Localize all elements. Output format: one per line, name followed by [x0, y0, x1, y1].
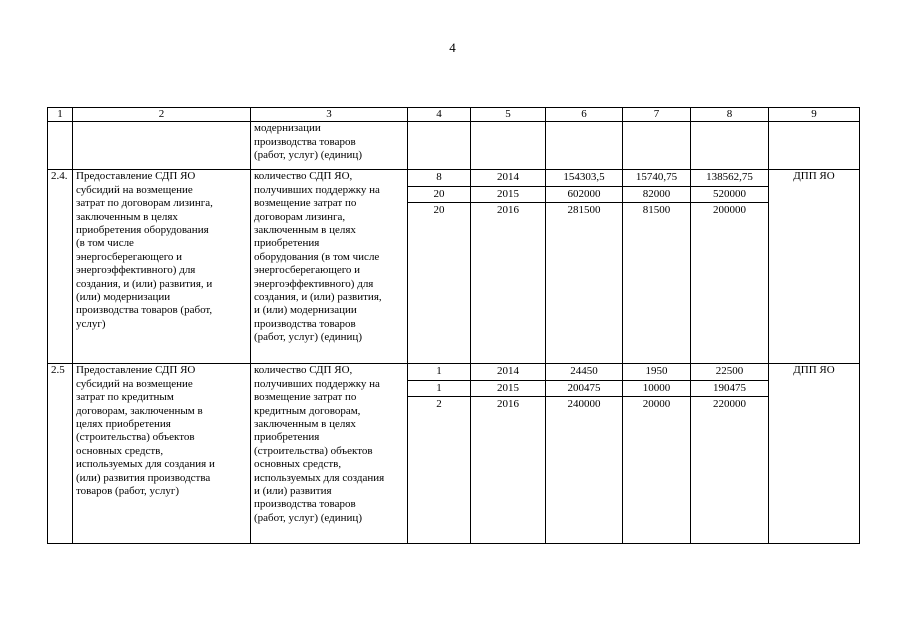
page-number: 4 — [449, 40, 456, 55]
program-measures-table — [47, 107, 860, 544]
table-row — [48, 170, 860, 364]
executor-cell: ДПП ЯО — [769, 364, 860, 544]
header-row — [48, 108, 860, 122]
col4-values — [408, 364, 471, 544]
value-cell: 24450 — [570, 365, 598, 378]
value-cell: 154303,5 — [563, 171, 605, 184]
value-cell: 20 — [408, 186, 470, 203]
header-cell: 4 — [408, 108, 471, 122]
value-cell: 20 — [408, 202, 470, 219]
value-cell: 1950 — [645, 365, 668, 378]
value-cell: 281500 — [546, 202, 622, 219]
col7-values — [623, 170, 691, 364]
year-values — [471, 170, 546, 364]
col6-values — [546, 170, 623, 364]
continuation-indicator: модернизации производства товаров (работ, услуг) (единиц) — [251, 122, 408, 170]
value-cell: 20000 — [623, 396, 690, 413]
value-cell: 82000 — [623, 186, 690, 203]
row-number: 2.5 — [48, 364, 73, 544]
value-cell: 2015 — [471, 380, 545, 397]
value-cell: 10000 — [623, 380, 690, 397]
col6-values — [546, 364, 623, 544]
header-cell: 5 — [471, 108, 546, 122]
value-cell: 2016 — [471, 396, 545, 413]
header-cell: 9 — [769, 108, 860, 122]
value-cell: 200475 — [546, 380, 622, 397]
value-cell: 2015 — [471, 186, 545, 203]
value-cell: 2014 — [497, 365, 519, 378]
measure-description: Предоставление СДП ЯО субсидий на возмещение затрат по договорам лизинга, заключенным в целях приобретения оборудования (в том числе энергосберегающего и энергоэффективного) для создания, и (или) развития, и (или) модернизации производства товаров (работ, услуг) — [73, 170, 251, 364]
header-cell: 7 — [623, 108, 691, 122]
indicator-text: количество СДП ЯО, получивших поддержку на возмещение затрат по договорам лизинга, заключенным в целях приобретения оборудования (в том числе энергосберегающего и энергоэффективного) для создания, и (или) развития, и (или) модернизации производства товаров (работ, услуг) (единиц) — [251, 170, 408, 364]
row-number: 2.4. — [48, 170, 73, 364]
col8-values — [691, 170, 769, 364]
col4-values — [408, 170, 471, 364]
value-cell: 138562,75 — [706, 171, 753, 184]
value-cell: 1 — [436, 365, 442, 378]
col8-values — [691, 364, 769, 544]
header-cell: 8 — [691, 108, 769, 122]
value-cell: 1 — [408, 380, 470, 397]
value-cell: 22500 — [715, 365, 744, 378]
value-cell: 602000 — [546, 186, 622, 203]
value-cell: 2 — [408, 396, 470, 413]
value-cell: 190475 — [691, 380, 768, 397]
value-cell: 240000 — [546, 396, 622, 413]
col7-values — [623, 364, 691, 544]
year-values — [471, 364, 546, 544]
header-cell: 6 — [546, 108, 623, 122]
value-cell: 8 — [436, 171, 442, 184]
continuation-row — [48, 122, 860, 170]
table-row — [48, 364, 860, 544]
header-cell: 3 — [251, 108, 408, 122]
value-cell: 2016 — [471, 202, 545, 219]
value-cell: 520000 — [691, 186, 768, 203]
value-cell: 2014 — [497, 171, 519, 184]
header-cell: 1 — [48, 108, 73, 122]
value-cell: 15740,75 — [635, 171, 678, 184]
value-cell: 220000 — [691, 396, 768, 413]
executor-cell: ДПП ЯО — [769, 170, 860, 364]
value-cell: 81500 — [623, 202, 690, 219]
indicator-text: количество СДП ЯО, получивших поддержку на возмещение затрат по кредитным договорам, заключенным в целях приобретения (строительства) объектов основных средств, используемых для создания и (или) развития производства товаров (работ, услуг) (единиц) — [251, 364, 408, 544]
measure-description: Предоставление СДП ЯО субсидий на возмещение затрат по кредитным договорам, заключенным в целях приобретения (строительства) объектов основных средств, используемых для создания и (или) развития производства товаров (работ, услуг) — [73, 364, 251, 544]
header-cell: 2 — [73, 108, 251, 122]
value-cell: 200000 — [691, 202, 768, 219]
